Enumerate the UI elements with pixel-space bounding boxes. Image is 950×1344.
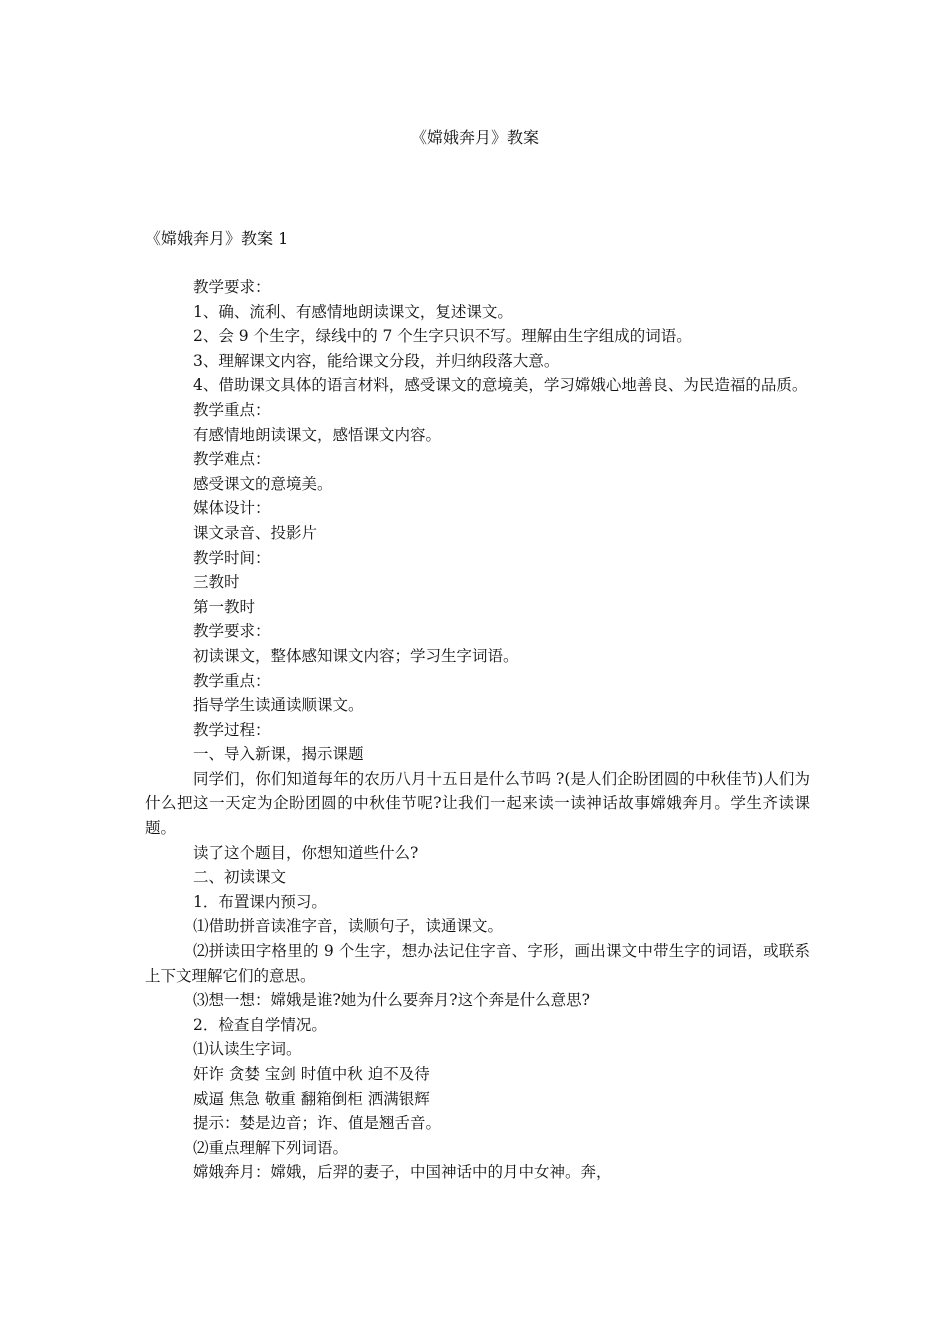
document-body bbox=[145, 275, 810, 1185]
paragraph-line: ⑴认读生字词。 bbox=[193, 1040, 302, 1059]
paragraph-line: 教学重点： bbox=[193, 671, 271, 690]
paragraph-line: 威逼 焦急 敬重 翻箱倒柜 洒满银辉 bbox=[193, 1089, 430, 1108]
paragraph-line: 提示：婪是边音；诈、值是翘舌音。 bbox=[193, 1114, 442, 1133]
paragraph-line: 课文录音、投影片 bbox=[193, 523, 318, 542]
paragraph-line: 1、确、流利、有感情地朗读课文，复述课文。 bbox=[193, 302, 513, 321]
paragraph-line: 3、理解课文内容，能给课文分段，并归纳段落大意。 bbox=[193, 351, 560, 370]
paragraph-line: 指导学生读通读顺课文。 bbox=[193, 696, 364, 715]
paragraph-line: ⑵拼读田字格里的 9 个生字，想办法记住字音、字形，画出课文中带生字的词语，或联系上下文理解它们的意思。 bbox=[145, 942, 810, 985]
paragraph-line: 奸诈 贪婪 宝剑 时值中秋 迫不及待 bbox=[193, 1065, 430, 1083]
paragraph-line: 有感情地朗读课文，感悟课文内容。 bbox=[193, 425, 442, 444]
section-title: 《嫦娥奔月》教案 1 bbox=[145, 229, 289, 248]
paragraph-line: ⑶想一想：嫦娥是谁?她为什么要奔月?这个奔是什么意思? bbox=[193, 991, 590, 1010]
paragraph-line: 同学们，你们知道每年的农历八月十五日是什么节吗 ?(是人们企盼团圆的中秋佳节)人们为什么把这一天定为企盼团圆的中秋佳节呢?让我们一起来读一读神话故事嫦娥奔月。学生齐读课题。 bbox=[145, 769, 810, 838]
paragraph-line: 教学重点： bbox=[193, 400, 271, 419]
paragraph-line: 媒体设计： bbox=[193, 499, 271, 518]
paragraph-line: 4、借助课文具体的语言材料，感受课文的意境美，学习嫦娥心地善良、为民造福的品质。 bbox=[193, 376, 808, 395]
paragraph-line: 教学难点： bbox=[193, 450, 271, 469]
paragraph-line: 教学要求： bbox=[193, 278, 271, 296]
paragraph-line: 一、导入新课，揭示课题 bbox=[193, 745, 364, 764]
paragraph-line: 教学时间： bbox=[193, 548, 271, 567]
paragraph-line: 2．检查自学情况。 bbox=[193, 1015, 327, 1034]
paragraph-line: 嫦娥奔月：嫦娥，后羿的妻子，中国神话中的月中女神。奔， bbox=[193, 1163, 612, 1182]
paragraph-line: 教学要求： bbox=[193, 622, 271, 641]
paragraph-line: ⑴借助拼音读准字音，读顺句子，读通课文。 bbox=[193, 917, 504, 936]
paragraph-line: 教学过程： bbox=[193, 720, 271, 739]
paragraph-line: 感受课文的意境美。 bbox=[193, 474, 333, 493]
paragraph-line: 二、初读课文 bbox=[193, 868, 287, 887]
paragraph-line: 读了这个题目，你想知道些什么? bbox=[193, 843, 419, 862]
paragraph-line: ⑵重点理解下列词语。 bbox=[193, 1138, 349, 1157]
paragraph-line: 第一教时 bbox=[193, 597, 256, 616]
paragraph-line: 2、会 9 个生字，绿线中的 7 个生字只识不写。理解由生字组成的词语。 bbox=[193, 327, 692, 346]
document-title: 《嫦娥奔月》教案 bbox=[410, 128, 539, 147]
paragraph-line: 三教时 bbox=[193, 573, 240, 592]
paragraph-line: 1．布置课内预习。 bbox=[193, 892, 327, 911]
paragraph-line: 初读课文，整体感知课文内容；学习生字词语。 bbox=[193, 646, 519, 665]
